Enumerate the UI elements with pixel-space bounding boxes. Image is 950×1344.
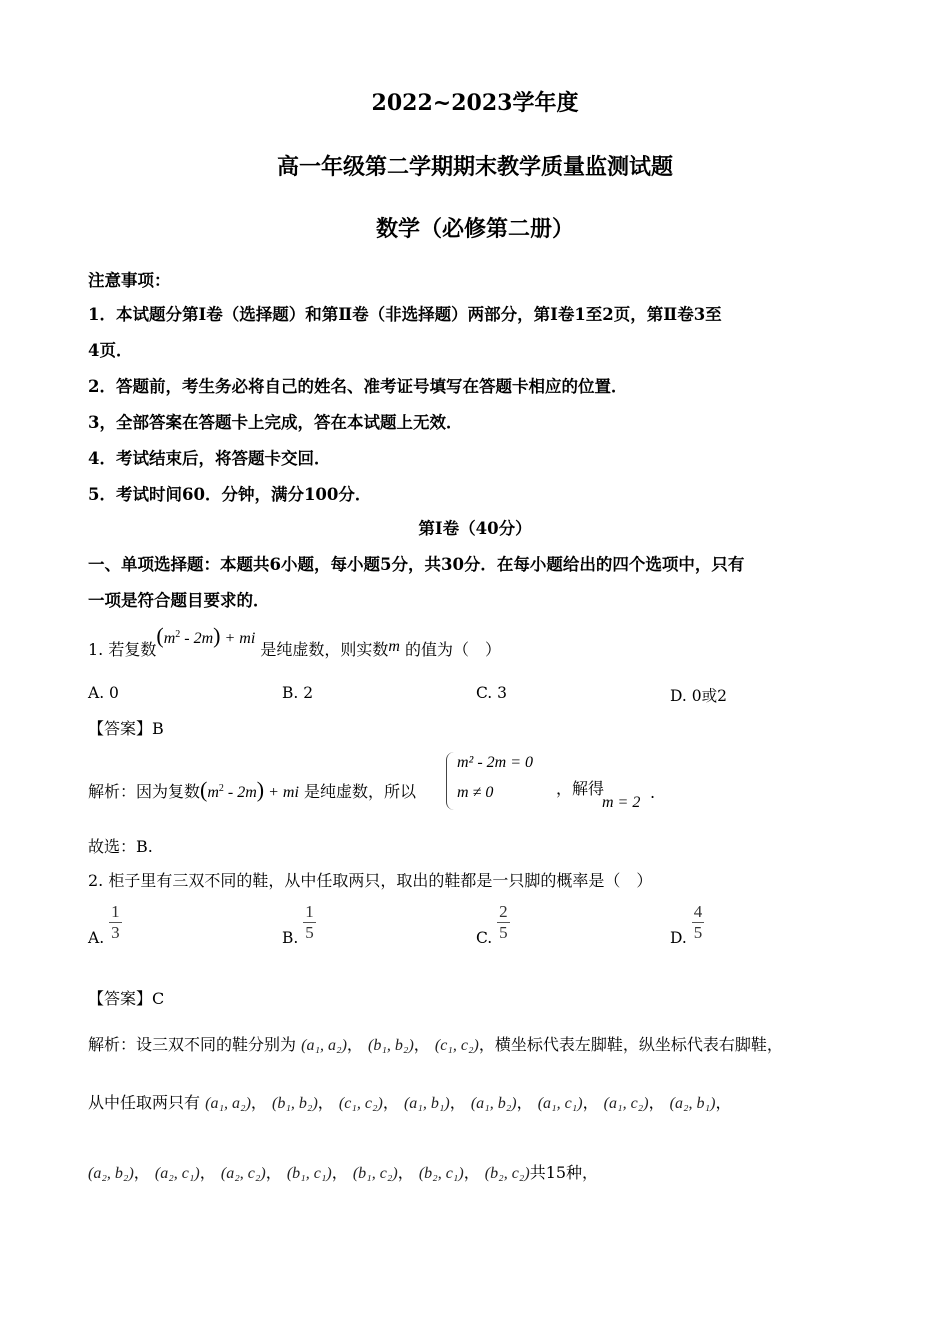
q1-solve-text: ，解得: [556, 779, 605, 798]
q2-pair: (b₂, c₂): [484, 1165, 530, 1182]
q2-pair: (b₁, b₂): [367, 1037, 414, 1054]
q2-pair: (a₂, c₂): [220, 1165, 266, 1182]
q1-prefix: 1. 若复数: [88, 640, 157, 659]
q1-conclusion: 故选：B.: [88, 837, 153, 856]
q1-equation-system: [446, 752, 557, 810]
q2-pair: (b₁, b₂): [271, 1095, 318, 1112]
q2-pair: (a₁, b₁): [403, 1095, 450, 1112]
q2-option-a: A. $\frac{1}{3}$: [88, 902, 120, 947]
q1-answer: 【答案】B: [88, 719, 164, 738]
q1-complex-expression: $(m^2 - 2m)$ + mi: [156, 623, 256, 648]
notice-item-1: 1．本试题分第Ⅰ卷（选择题）和第Ⅱ卷（非选择题）两部分，第Ⅰ卷1至2页，第Ⅱ卷3至: [88, 305, 722, 324]
q2-pair: (c₁, c₂): [434, 1037, 479, 1054]
q1-result: m = 2: [602, 794, 641, 811]
q2-pair: (c₁, c₂): [338, 1095, 383, 1112]
q1-system-line-2: m ≠ 0: [457, 784, 494, 801]
q2-option-a-fraction: $\frac{1}{3}$: [111, 902, 120, 942]
q2-pair: (b₂, c₁): [418, 1165, 464, 1182]
notice-heading: 注意事项：: [88, 271, 171, 290]
q2-pair: (b₁, c₁): [286, 1165, 332, 1182]
q2-analysis-line-3: (a₂, b₂)， (a₂, c₁)， (a₂, c₂)， (b₁, c₁)， (b₁, c₂)， (b₂, c₁)， (b₂, c₂)共15种，: [88, 1163, 599, 1182]
q1-analysis-expression: $(m^2 - 2m)$ + mi: [200, 777, 299, 802]
notice-item-4: 4．考试结束后，将答题卡交回．: [88, 449, 331, 468]
q2-pair: (a₂, c₁): [154, 1165, 200, 1182]
section-intro-1: 一、单项选择题：本题共6小题，每小题5分，共30分．在每小题给出的四个选项中，只有: [88, 555, 745, 574]
exam-title: 高一年级第二学期期末教学质量监测试题: [276, 154, 673, 180]
exam-year-title: 2022~2023学年度: [371, 90, 579, 116]
q2-pair: (a₁, c₂): [603, 1095, 649, 1112]
q2-analysis-line-2: 从中任取两只有 (a₁, a₂)， (b₁, b₂)， (c₁, c₂)， (a₁, b₁)， (a₁, b₂)， (a₁, c₁)， (a₁, c₂)， (a₂, b₁)，: [88, 1093, 732, 1112]
q2-pair: (a₁, c₁): [537, 1095, 583, 1112]
q1-variable: m: [388, 638, 400, 655]
section-intro-2: 一项是符合题目要求的．: [88, 591, 270, 610]
q2-pair: (a₁, a₂): [205, 1095, 251, 1112]
section-title: 第Ⅰ卷（40分）: [418, 519, 532, 538]
q1-option-b: B. 2: [282, 684, 314, 702]
question-1: [88, 623, 502, 662]
q2-answer: 【答案】C: [88, 989, 165, 1008]
q1-option-c: C. 3: [476, 684, 508, 702]
q2-pair: (a₂, b₂): [88, 1165, 134, 1182]
q2-pair: (b₁, c₂): [352, 1165, 398, 1182]
q2-option-c: C. $\frac{2}{5}$: [476, 902, 508, 947]
q1-result-period: .: [650, 783, 656, 802]
notice-item-3: 3，全部答案在答题卡上完成，答在本试题上无效．: [88, 413, 463, 432]
q1-option-a: A. 0: [88, 684, 119, 702]
q2-option-d: D. $\frac{4}{5}$: [670, 902, 703, 947]
q2-option-b-fraction: $\frac{1}{5}$: [305, 902, 314, 942]
q1-middle-text: 是纯虚数，则实数: [260, 640, 389, 659]
notice-item-2: 2．答题前，考生务必将自己的姓名、准考证号填写在答题卡相应的位置．: [88, 377, 628, 396]
q2-option-c-fraction: $\frac{2}{5}$: [499, 902, 508, 942]
q2-pair: (a₂, b₁): [669, 1095, 716, 1112]
notice-item-1-cont: 4页．: [88, 341, 133, 360]
question-2: 2. 柜子里有三双不同的鞋，从中任取两只，取出的鞋都是一只脚的概率是（ ）: [88, 871, 653, 890]
q1-option-d: D. 0或2: [670, 687, 727, 705]
q1-analysis: 解析：因为复数$(m^2 - 2m)$ + mi 是纯虚数，所以: [88, 777, 417, 802]
q2-pair: (a₁, b₂): [470, 1095, 517, 1112]
q2-pair: (a₁, a₂): [301, 1037, 347, 1054]
q1-system-line-1: m² - 2m = 0: [457, 754, 534, 771]
q2-option-b: B. $\frac{1}{5}$: [282, 902, 314, 947]
exam-subject-title: 数学（必修第二册）: [375, 216, 574, 242]
q1-suffix: 的值为（ ）: [405, 640, 502, 659]
notice-item-5: 5．考试时间60．分钟，满分100分．: [88, 485, 372, 504]
q2-option-d-fraction: $\frac{4}{5}$: [693, 902, 703, 942]
q2-analysis-line-1: 解析：设三双不同的鞋分别为 (a₁, a₂)， (b₁, b₂)， (c₁, c₂)，横坐标代表左脚鞋，纵坐标代表右脚鞋，: [88, 1035, 783, 1054]
